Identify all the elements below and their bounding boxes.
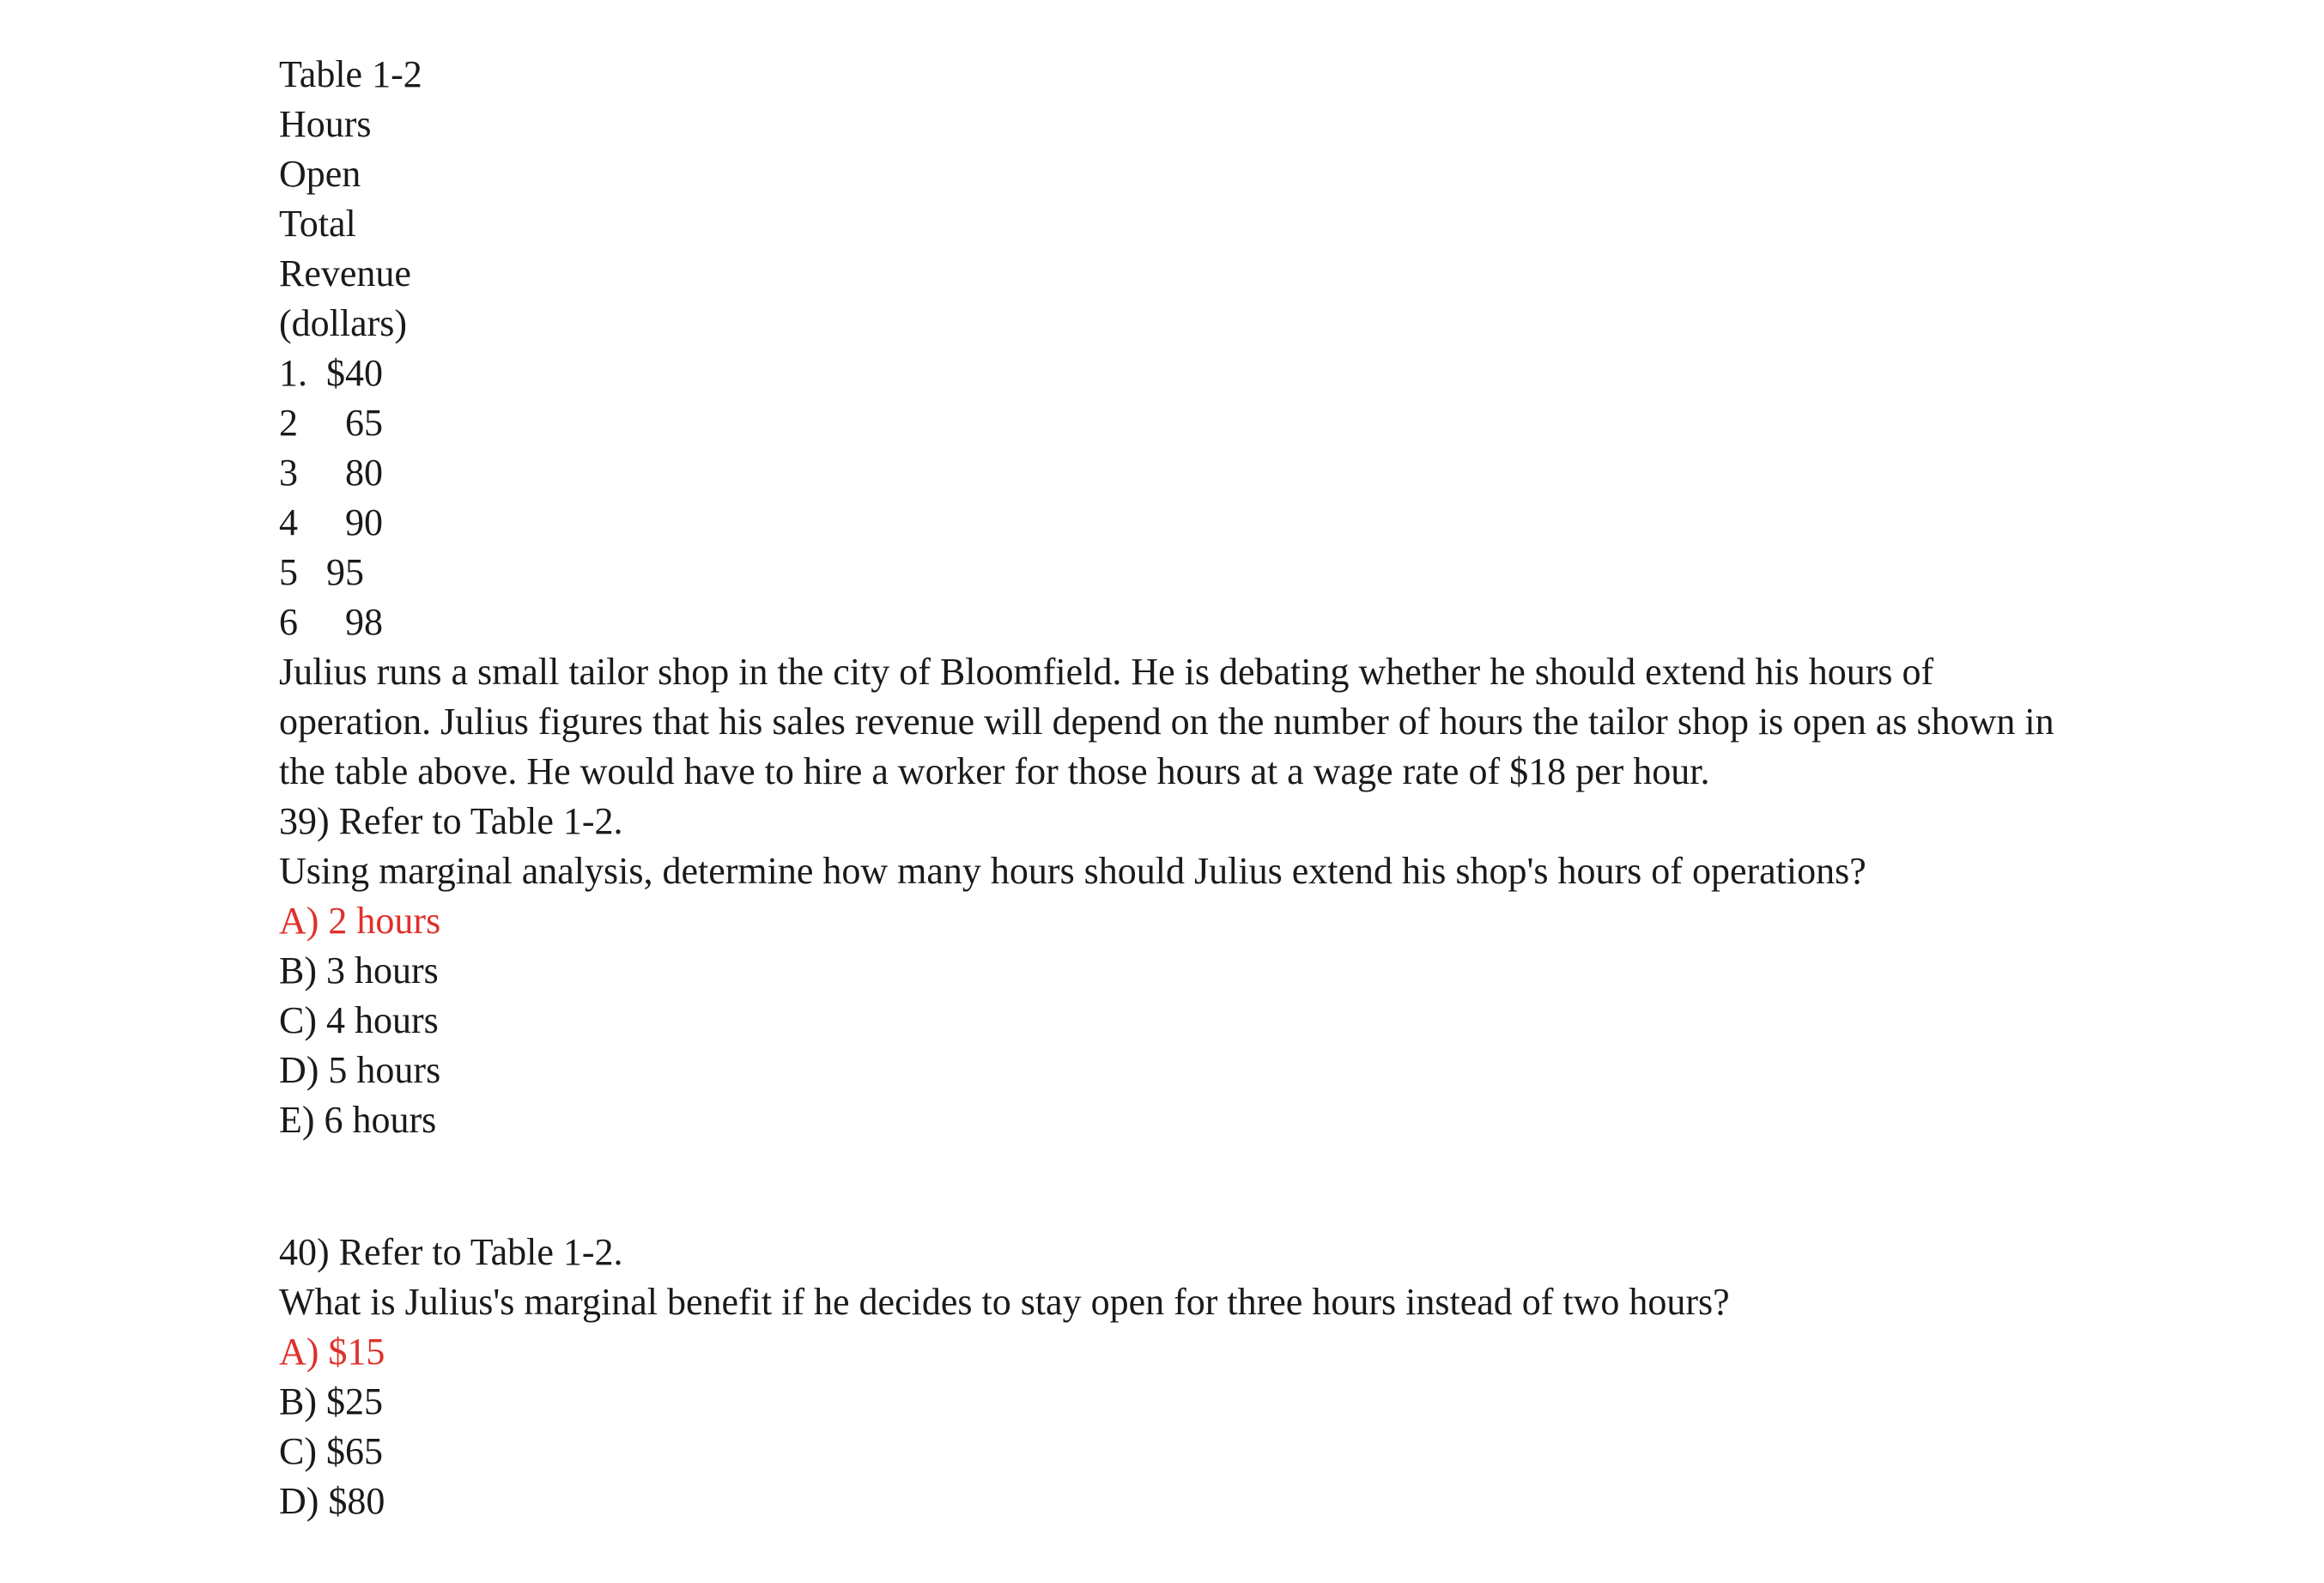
table-header-open: Open — [279, 153, 361, 195]
question-39-option-e: E) 6 hours — [279, 1099, 437, 1141]
question-40-prompt: What is Julius's marginal benefit if he decides to stay open for three hours instead of two hours? — [279, 1281, 1730, 1323]
table-row: 5 95 — [279, 551, 364, 593]
table-title: Table 1-2 — [279, 53, 422, 95]
table-header-total: Total — [279, 203, 356, 245]
question-40-option-d: D) $80 — [279, 1480, 385, 1522]
table-header-dollars: (dollars) — [279, 302, 408, 344]
table-row: 6 98 — [279, 601, 383, 643]
question-39-option-c: C) 4 hours — [279, 999, 439, 1041]
document — [279, 50, 2125, 1526]
question-39-option-d: D) 5 hours — [279, 1049, 441, 1091]
table-header-hours: Hours — [279, 103, 372, 145]
question-40-option-c: C) $65 — [279, 1430, 383, 1472]
question-39-option-a: A) 2 hours — [279, 900, 441, 942]
question-39-option-b: B) 3 hours — [279, 949, 439, 992]
table-row: 4 90 — [279, 501, 383, 543]
question-39-ref: 39) Refer to Table 1-2. — [279, 800, 623, 842]
question-40-option-a: A) $15 — [279, 1331, 385, 1373]
table-row: 1. $40 — [279, 352, 383, 394]
question-40-option-b: B) $25 — [279, 1380, 383, 1422]
question-39-prompt: Using marginal analysis, determine how many hours should Julius extend his shop's hours of operations? — [279, 850, 1866, 892]
table-row: 3 80 — [279, 452, 383, 494]
question-spacer — [279, 1145, 2125, 1228]
question-40-ref: 40) Refer to Table 1-2. — [279, 1231, 623, 1273]
table-row: 2 65 — [279, 402, 383, 444]
scenario-paragraph: Julius runs a small tailor shop in the city of Bloomfield. He is debating whether he should extend his hours of operation. Julius figures that his sales revenue will depend on the number of hours the tailor shop is open as shown in the table above. He would have to hire a worker for those hours at a wage rate of $18 per hour. — [279, 651, 2054, 792]
table-header-revenue: Revenue — [279, 252, 411, 294]
